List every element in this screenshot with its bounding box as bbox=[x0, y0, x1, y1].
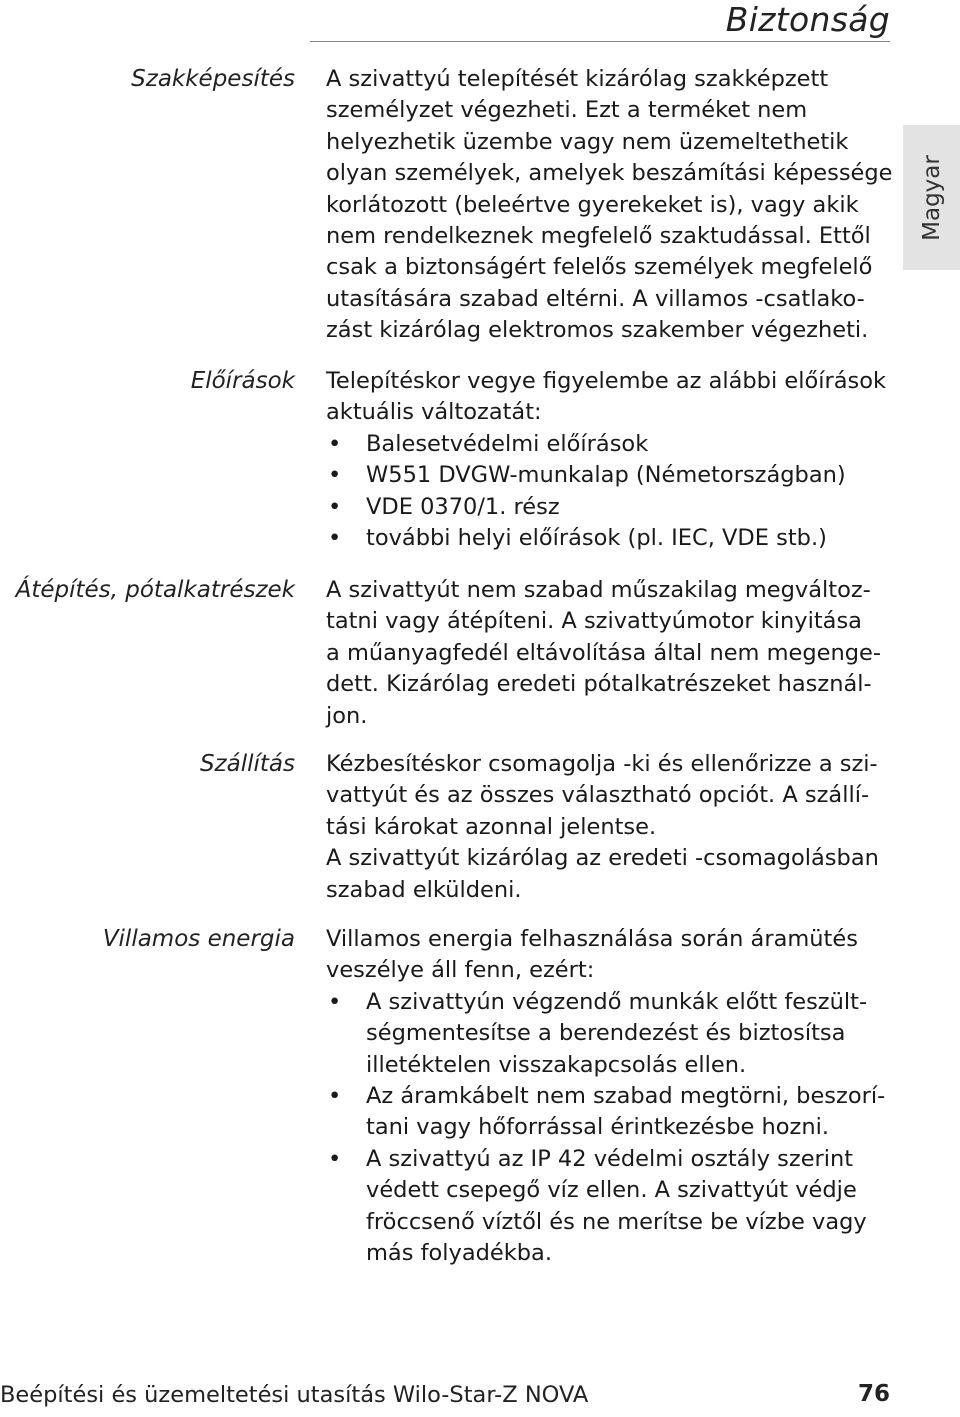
text-line: Telepítéskor vegye figyelembe az alábbi előírások bbox=[326, 368, 887, 394]
bullet-continuation: más folyadékba. bbox=[366, 1240, 552, 1267]
text-line: aktuális változatát: bbox=[326, 399, 542, 426]
bullet-item: • VDE 0370/1. rész bbox=[326, 492, 896, 523]
page-number: 76 bbox=[857, 1381, 890, 1407]
text-line: személyzet végezheti. Ezt a terméket nem bbox=[326, 97, 808, 124]
section-body bbox=[326, 749, 896, 906]
title-divider bbox=[310, 41, 890, 42]
text-line: utasítására szabad eltérni. A villamos -csatlako- bbox=[326, 285, 865, 312]
bullet-item: • Az áramkábelt nem szabad megtörni, beszorí- bbox=[326, 1081, 896, 1112]
text-line: A szivattyú telepítését kizárólag szakképzett bbox=[326, 66, 829, 92]
bullet-continuation: illetéktelen visszakapcsolás ellen. bbox=[366, 1051, 747, 1078]
section-label: Szállítás bbox=[199, 751, 295, 777]
bullet-item: • A szivattyún végzendő munkák előtt feszült- bbox=[326, 987, 896, 1018]
section-label: Előírások bbox=[190, 368, 295, 394]
text-line: olyan személyek, amelyek beszámítási képessége bbox=[326, 160, 893, 187]
text-line: veszélye áll fenn, ezért: bbox=[326, 957, 595, 984]
text-line: a műanyagfedél eltávolítása által nem megenge- bbox=[326, 639, 882, 666]
text-line: A szivattyút kizárólag az eredeti -csomagolásban bbox=[326, 845, 879, 872]
text-line: vattyút és az összes választható opciót. A szállí- bbox=[326, 782, 870, 809]
page-title: Biztonság bbox=[725, 0, 890, 39]
text-line: zást kizárólag elektromos szakember végezheti. bbox=[326, 317, 869, 344]
bullet-item: • Balesetvédelmi előírások bbox=[326, 429, 896, 460]
bullet-item: • további helyi előírások (pl. IEC, VDE stb.) bbox=[326, 523, 896, 554]
text-line: A szivattyút nem szabad műszakilag megváltoz- bbox=[326, 577, 871, 603]
bullet-item: • A szivattyú az IP 42 védelmi osztály szerint bbox=[326, 1144, 896, 1175]
text-line: nem rendelkeznek megfelelő szaktudással. Ettől bbox=[326, 223, 871, 250]
text-line: korlátozott (beleértve gyerekeket is), vagy akik bbox=[326, 191, 859, 218]
text-line: Villamos energia felhasználása során áramütés bbox=[326, 926, 858, 952]
text-line: dett. Kizárólag eredeti pótalkatrészeket használ- bbox=[326, 671, 872, 698]
section-body bbox=[326, 575, 896, 732]
language-tab-label: Magyar bbox=[918, 154, 945, 241]
footer-document-title: Beépítési és üzemeltetési utasítás Wilo-Star-Z NOVA bbox=[0, 1382, 589, 1408]
section-body bbox=[326, 924, 896, 1269]
section-body bbox=[326, 64, 896, 347]
bullet-continuation: tani vagy hőforrással érintkezésbe hozni. bbox=[366, 1114, 830, 1141]
text-line: tatni vagy átépíteni. A szivattyúmotor kinyitása bbox=[326, 608, 862, 635]
text-line: szabad elküldeni. bbox=[326, 876, 522, 903]
bullet-continuation: védett csepegő víz ellen. A szivattyút védje bbox=[366, 1177, 857, 1204]
section-label: Átépítés, pótalkatrészek bbox=[15, 577, 295, 603]
section-label: Villamos energia bbox=[102, 926, 295, 952]
bullet-continuation: fröccsenő víztől és ne merítse be vízbe vagy bbox=[366, 1208, 867, 1235]
bullet-item: • W551 DVGW-munkalap (Németországban) bbox=[326, 460, 896, 491]
language-tab bbox=[903, 125, 960, 270]
text-line: csak a biztonságért felelős személyek megfelelő bbox=[326, 254, 873, 281]
section-body bbox=[326, 366, 896, 554]
section-label: Szakképesítés bbox=[131, 66, 295, 92]
text-line: helyezhetik üzembe vagy nem üzemeltethetik bbox=[326, 128, 849, 155]
text-line: jon. bbox=[326, 702, 368, 729]
text-line: tási károkat azonnal jelentse. bbox=[326, 813, 657, 840]
text-line: Kézbesítéskor csomagolja -ki és ellenőrizze a szi- bbox=[326, 751, 878, 777]
bullet-continuation: ségmentesítse a berendezést és biztosítsa bbox=[366, 1020, 846, 1047]
